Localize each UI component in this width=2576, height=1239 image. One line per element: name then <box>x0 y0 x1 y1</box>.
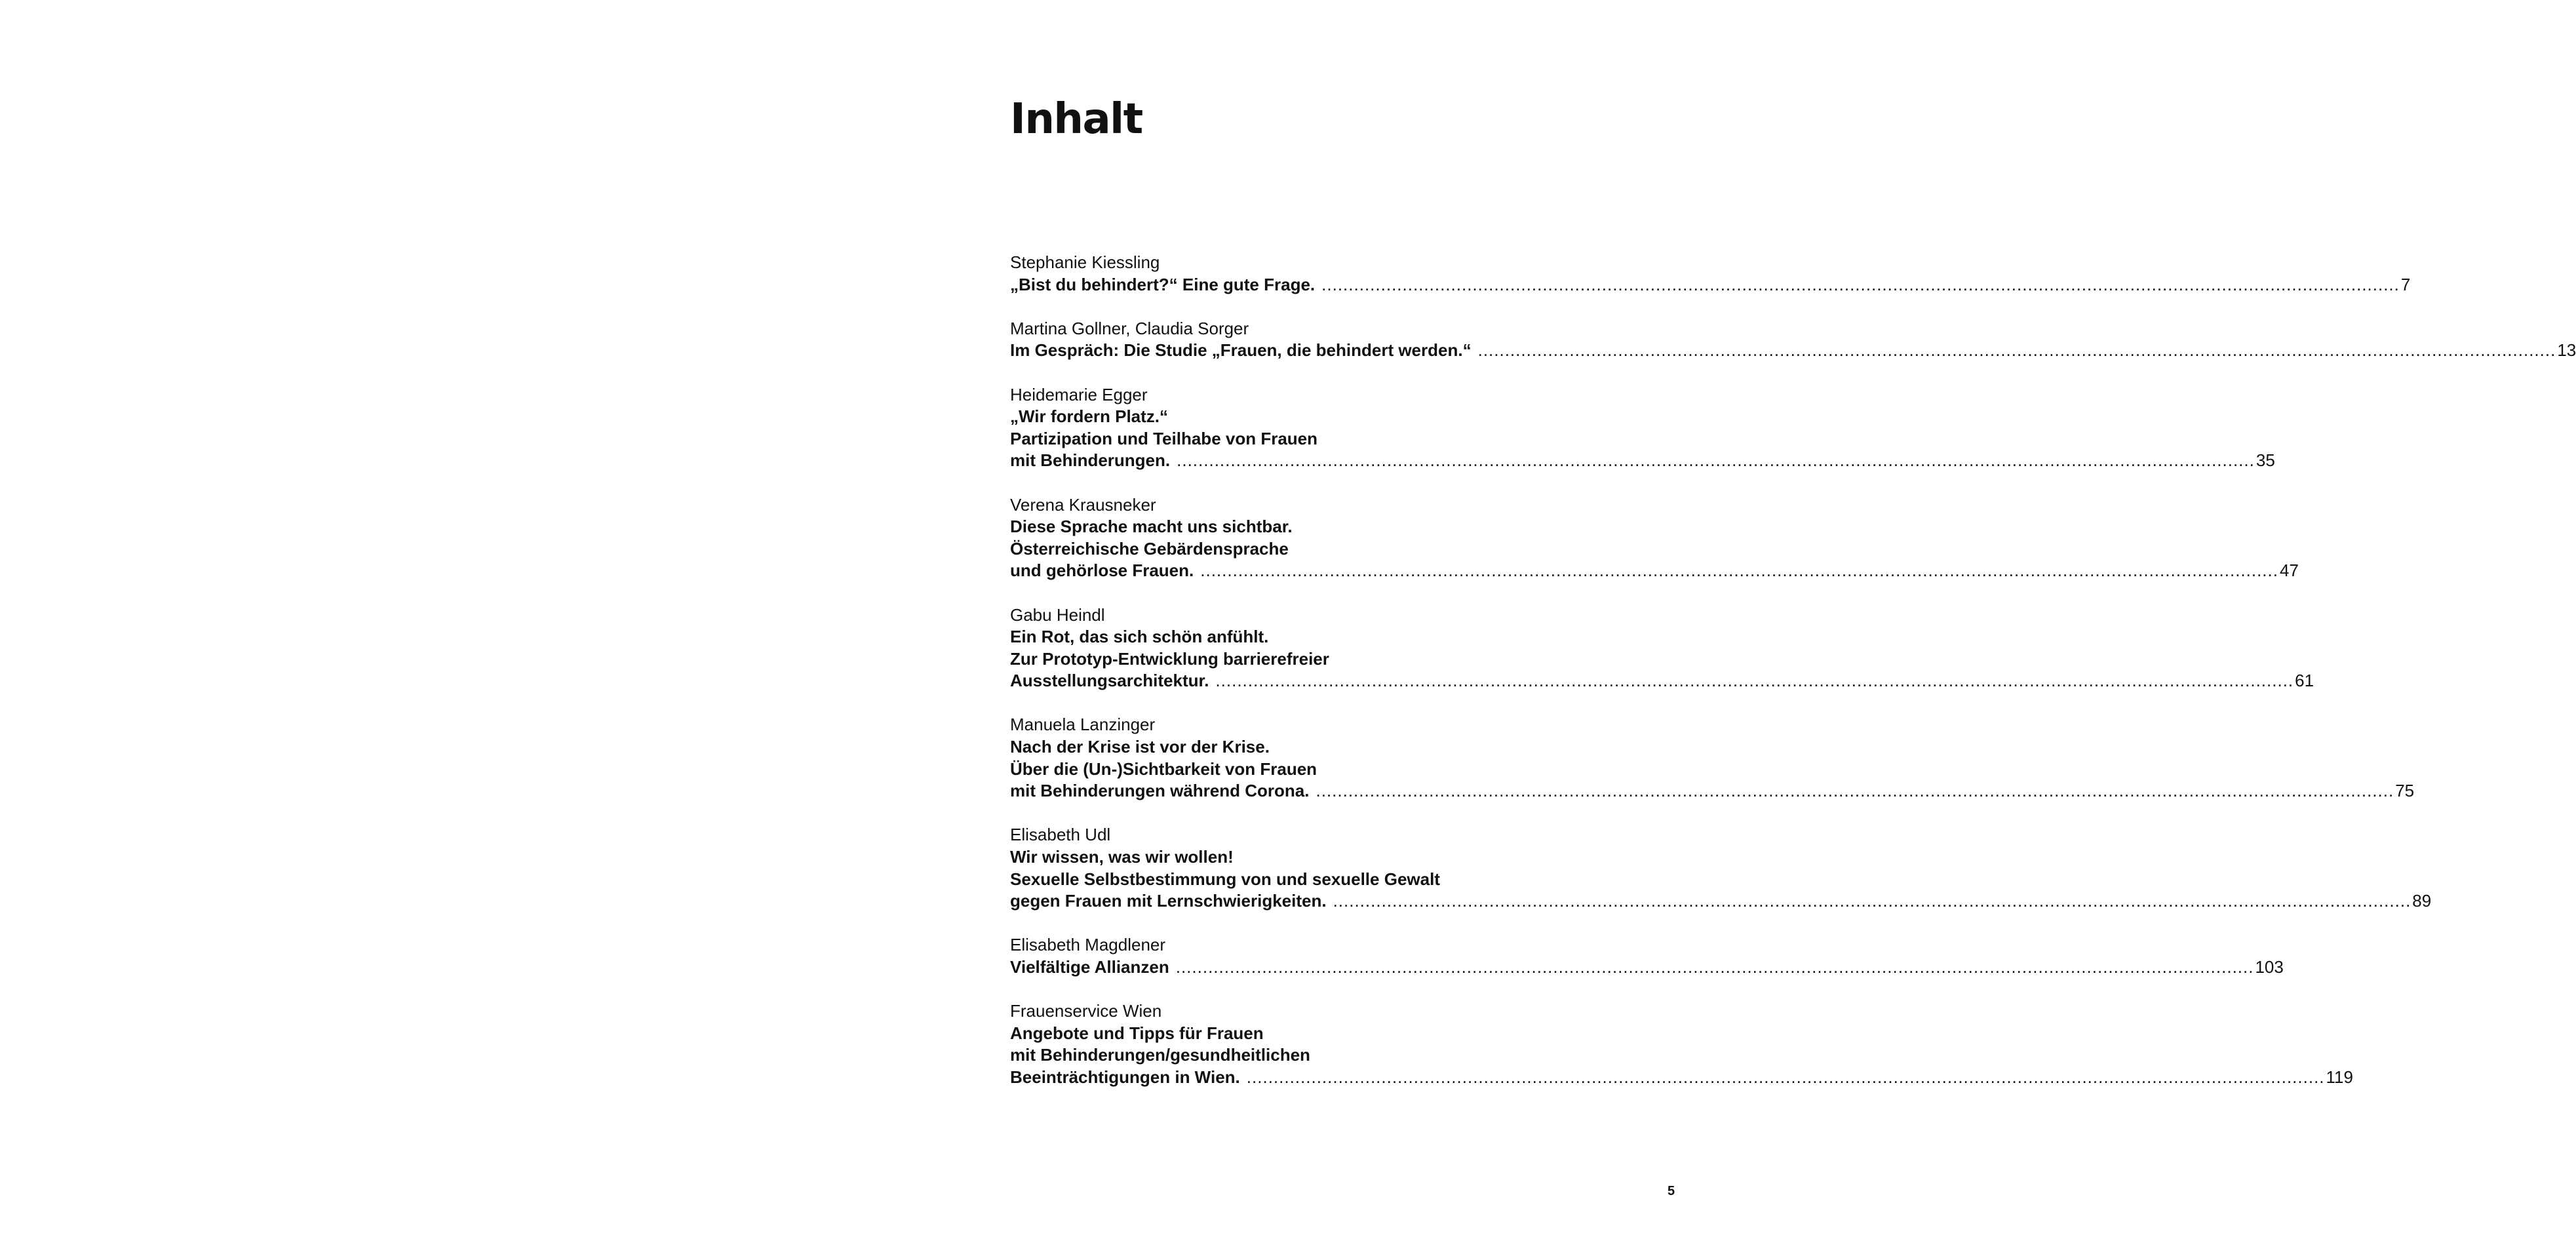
toc-title-row <box>1010 956 2284 979</box>
toc-title-line: Wir wissen, was wir wollen! <box>1010 847 1234 867</box>
toc-entry[interactable] <box>1010 318 2576 362</box>
toc-page-number: 47 <box>2279 560 2299 581</box>
toc-author: Frauenservice Wien <box>1010 1001 1162 1021</box>
toc-title-row <box>1010 516 1506 538</box>
toc-title-row <box>1010 1044 1506 1067</box>
toc-page-number: 7 <box>2400 274 2411 294</box>
toc-dot-leader: ........................................................................................................................................................................................................ <box>1175 957 2254 977</box>
toc-dot-leader: ........................................................................................................................................................................................................ <box>1200 560 2278 581</box>
toc-title-line: Beeinträchtigungen in Wien. <box>1010 1067 1240 1087</box>
toc-title-line: Zur Prototyp-Entwicklung barrierefreier <box>1010 648 1329 669</box>
page-number: 5 <box>1668 1184 1675 1198</box>
toc-author: Martina Gollner, Claudia Sorger <box>1010 318 1249 338</box>
toc-title-line: mit Behinderungen während Corona. <box>1010 781 1310 801</box>
toc-entry[interactable] <box>1010 252 2411 296</box>
toc-title-row <box>1010 538 1506 560</box>
toc-title-line: mit Behinderungen. <box>1010 450 1171 471</box>
toc-title-line: Österreichische Gebärdensprache <box>1010 538 1289 559</box>
toc-title-line: Über die (Un-)Sichtbarkeit von Frauen <box>1010 758 1317 779</box>
toc-author: Manuela Lanzinger <box>1010 715 1156 735</box>
table-of-contents <box>1010 252 2576 1111</box>
toc-title-row <box>1010 758 1506 781</box>
toc-title-row <box>1010 670 2314 692</box>
toc-dot-leader: ........................................................................................................................................................................................................ <box>1246 1067 2325 1087</box>
toc-dot-leader: ........................................................................................................................................................................................................ <box>1333 891 2411 911</box>
toc-entry[interactable] <box>1010 934 2284 978</box>
toc-title-line: Sexuelle Selbstbestimmung von und sexuelle Gewalt <box>1010 869 1440 889</box>
toc-title-line: mit Behinderungen/gesundheitlichen <box>1010 1045 1310 1065</box>
toc-dot-leader: ........................................................................................................................................................................................................ <box>1215 671 2294 691</box>
toc-title-row <box>1010 560 2299 582</box>
toc-title-line: und gehörlose Frauen. <box>1010 560 1194 581</box>
toc-author: Gabu Heindl <box>1010 604 1105 625</box>
toc-page-number: 75 <box>2395 781 2415 801</box>
toc-title-row <box>1010 406 1506 428</box>
toc-dot-leader: ........................................................................................................................................................................................................ <box>1177 450 2255 471</box>
toc-entry[interactable] <box>1010 604 2314 692</box>
toc-title-line: Partizipation und Teilhabe von Frauen <box>1010 428 1318 448</box>
toc-title-row <box>1010 890 2432 913</box>
toc-title-line: Im Gespräch: Die Studie „Frauen, die behindert werden.“ <box>1010 340 1472 361</box>
toc-dot-leader: ........................................................................................................................................................................................................ <box>1321 274 2400 294</box>
toc-entry[interactable] <box>1010 1000 2353 1088</box>
toc-title-row <box>1010 869 1506 891</box>
toc-author: Elisabeth Udl <box>1010 825 1111 845</box>
toc-title-line: „Bist du behindert?“ Eine gute Frage. <box>1010 274 1316 294</box>
toc-page-number: 119 <box>2326 1067 2353 1087</box>
toc-title-row <box>1010 428 1506 450</box>
toc-page-number: 13 <box>2557 340 2576 361</box>
toc-title-row <box>1010 648 1506 671</box>
toc-title-row <box>1010 274 2411 296</box>
toc-entry[interactable] <box>1010 494 2299 582</box>
toc-title-line: Ein Rot, das sich schön anfühlt. <box>1010 627 1269 647</box>
toc-page-number: 35 <box>2255 450 2275 471</box>
toc-title-line: Diese Sprache macht uns sichtbar. <box>1010 517 1293 537</box>
toc-title-line: Angebote und Tipps für Frauen <box>1010 1023 1264 1043</box>
toc-page-number: 89 <box>2412 891 2432 911</box>
toc-dot-leader: ........................................................................................................................................................................................................ <box>1316 781 2394 801</box>
toc-title-line: Vielfältige Allianzen <box>1010 957 1169 977</box>
toc-title-row <box>1010 450 2275 472</box>
toc-title-row <box>1010 1023 1506 1045</box>
toc-dot-leader: ........................................................................................................................................................................................................ <box>1477 340 2556 361</box>
toc-page-number: 103 <box>2255 957 2284 977</box>
toc-title-row <box>1010 780 2415 802</box>
toc-title-line: „Wir fordern Platz.“ <box>1010 406 1169 427</box>
toc-entry[interactable] <box>1010 384 2275 472</box>
toc-entry[interactable] <box>1010 714 2415 802</box>
toc-author: Verena Krausneker <box>1010 494 1156 515</box>
toc-title-line: gegen Frauen mit Lernschwierigkeiten. <box>1010 891 1327 911</box>
toc-title-row <box>1010 1067 2353 1089</box>
toc-title-row <box>1010 736 1506 758</box>
toc-author: Stephanie Kiessling <box>1010 252 1160 272</box>
toc-author: Heidemarie Egger <box>1010 384 1148 404</box>
toc-title-row <box>1010 340 2576 362</box>
toc-title-line: Nach der Krise ist vor der Krise. <box>1010 737 1270 757</box>
toc-title-row <box>1010 626 1506 648</box>
toc-title-line: Ausstellungsarchitektur. <box>1010 671 1209 691</box>
toc-author: Elisabeth Magdlener <box>1010 935 1166 955</box>
toc-entry[interactable] <box>1010 824 2432 912</box>
toc-page-number: 61 <box>2295 671 2314 691</box>
page-title: Inhalt <box>1010 95 1142 144</box>
toc-title-row <box>1010 846 1506 869</box>
